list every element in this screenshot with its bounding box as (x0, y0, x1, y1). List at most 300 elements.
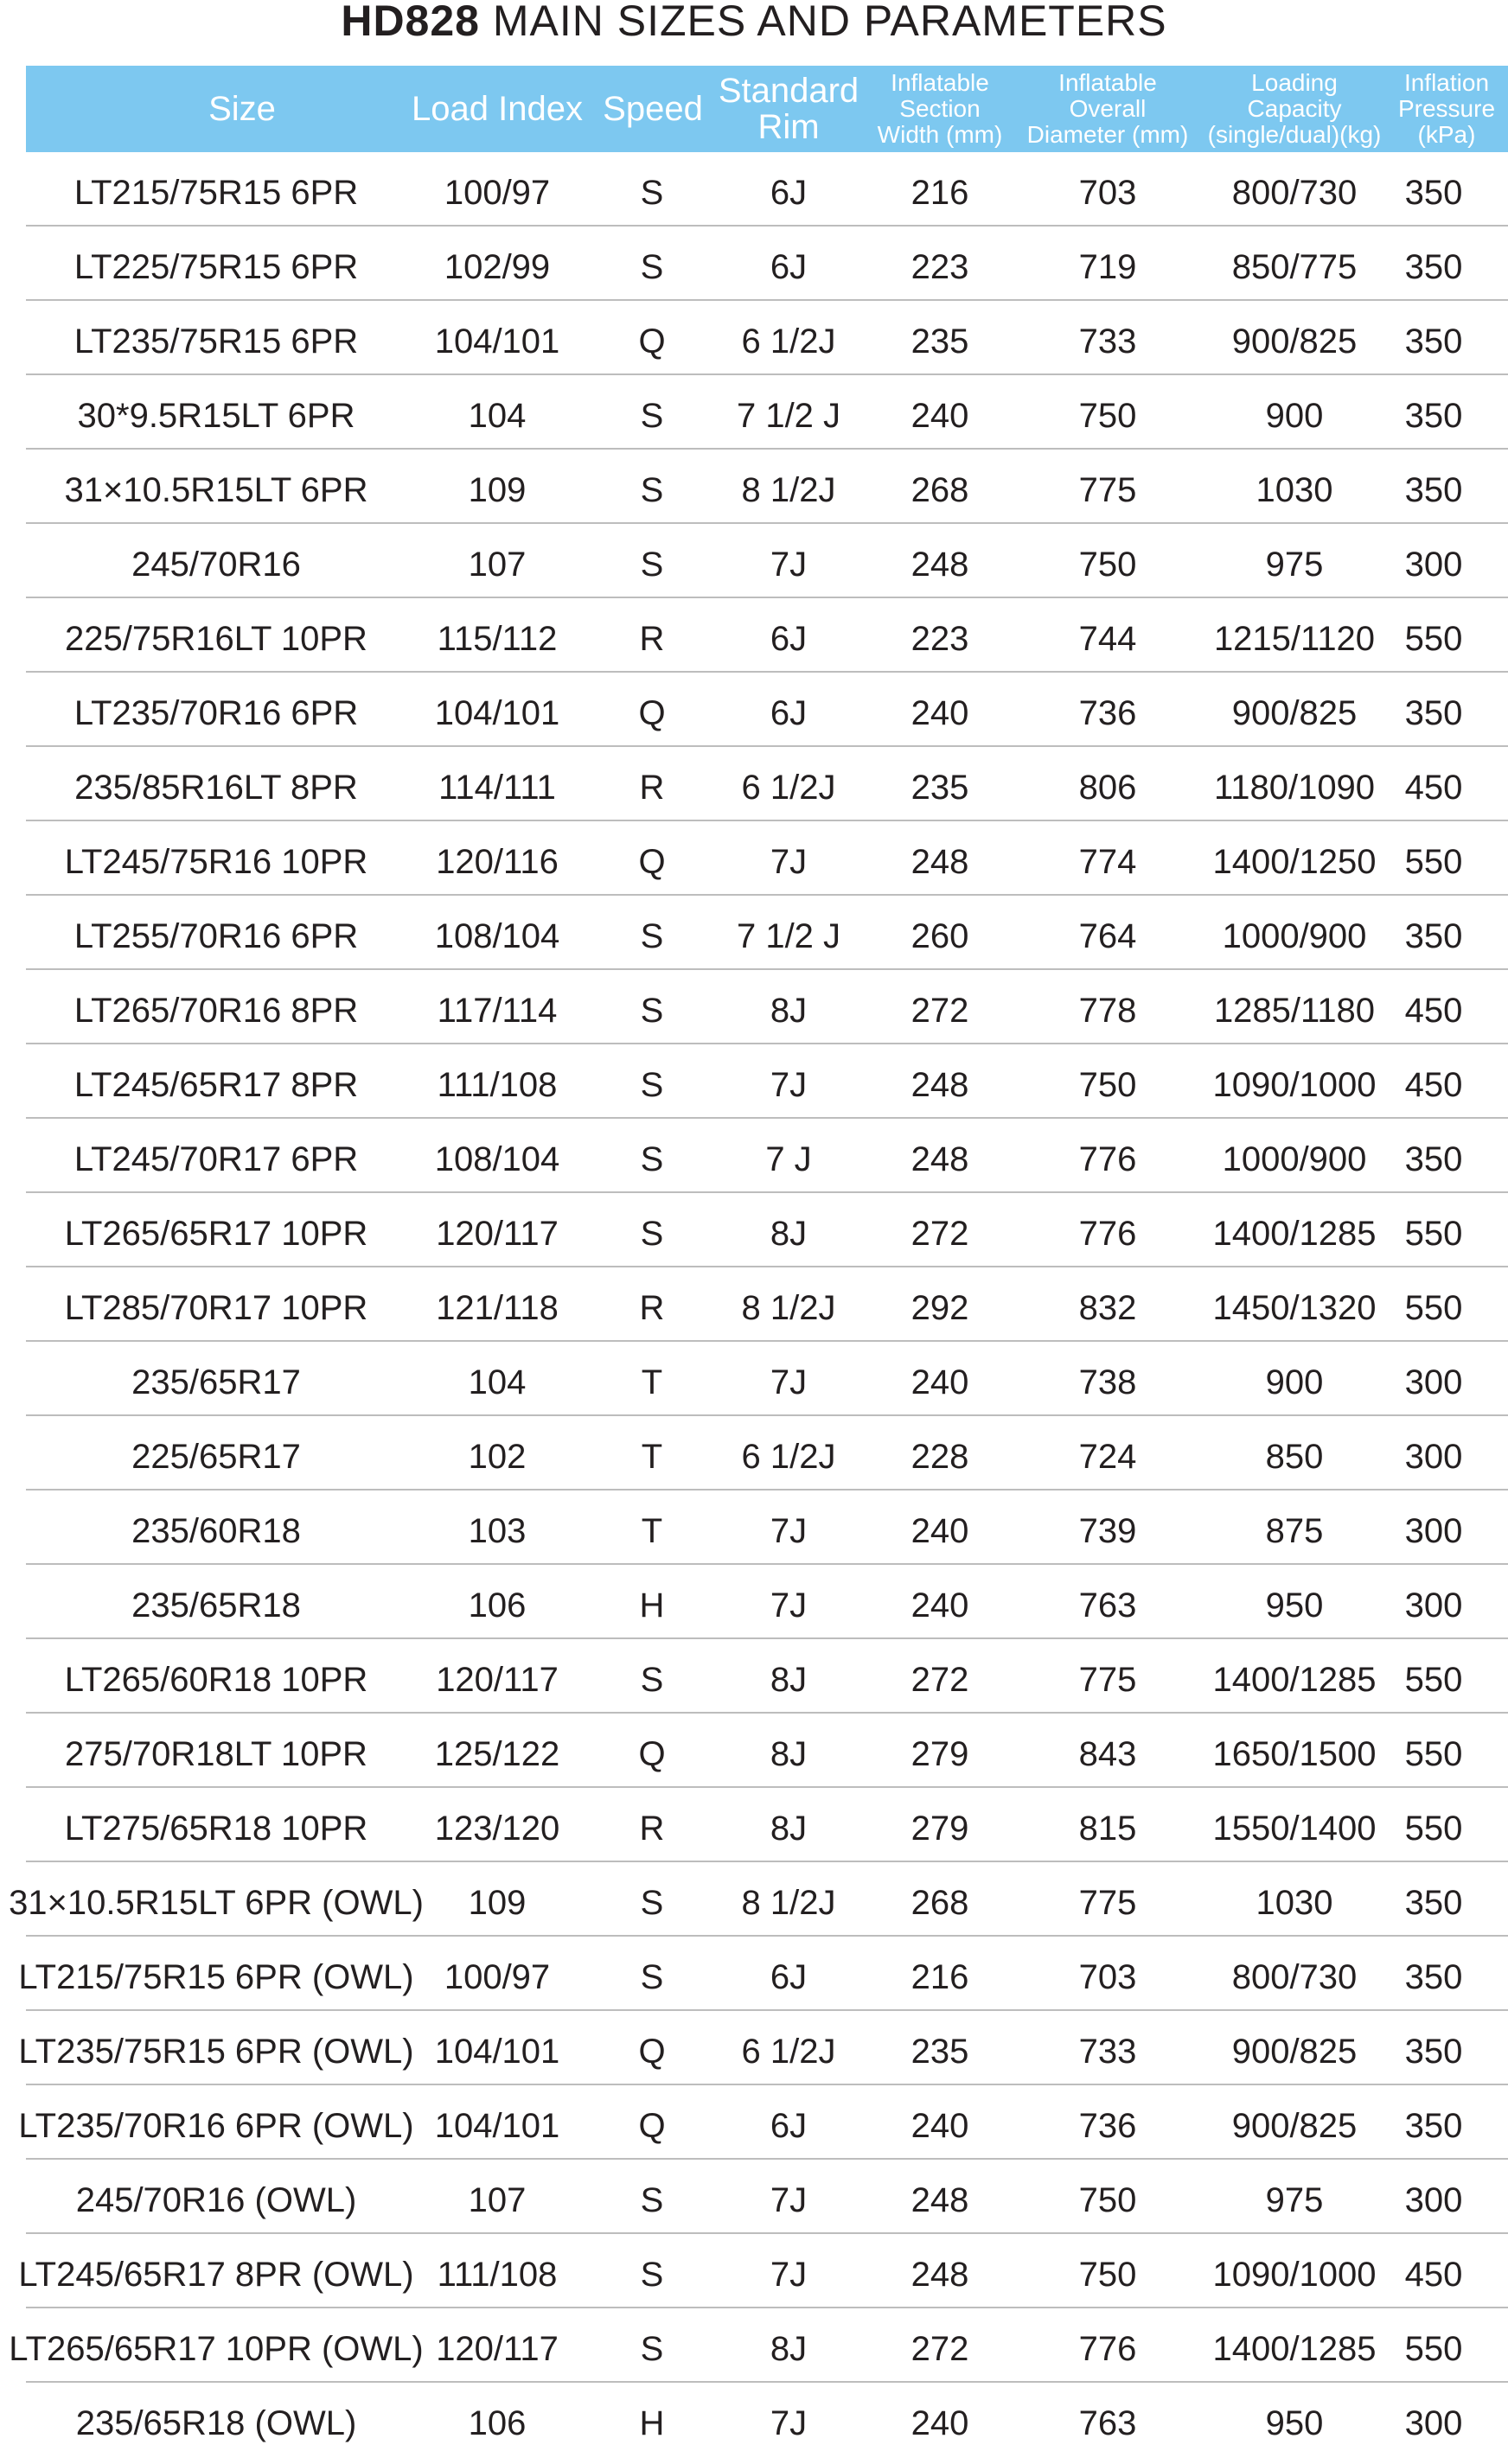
header-dia-line3: Diameter (mm) (1026, 121, 1189, 148)
cell-size: 245/70R16 (131, 546, 301, 584)
header-size-label: Size (208, 90, 276, 128)
table-row (26, 598, 1508, 673)
cell-load-index: 120/117 (436, 1661, 559, 1699)
cell-load-index: 108/104 (434, 1140, 560, 1178)
cell-load-index: 117/114 (437, 992, 558, 1030)
cell-section-width: 260 (911, 917, 969, 955)
cell-load-index: 100/97 (444, 174, 551, 212)
cell-size: LT265/60R18 10PR (64, 1661, 368, 1699)
cell-overall-diameter: 719 (1078, 248, 1137, 286)
cell-inflation-pressure: 450 (1404, 992, 1463, 1030)
cell-overall-diameter: 750 (1078, 1066, 1137, 1104)
cell-loading-capacity: 1090/1000 (1212, 2256, 1377, 2294)
cell-size: 235/85R16LT 8PR (74, 769, 358, 807)
cell-rim: 6J (770, 248, 808, 286)
table-row (26, 1714, 1508, 1788)
cell-size: 235/65R18 (131, 1586, 301, 1625)
cell-rim: 6 1/2J (741, 769, 836, 807)
cell-size: 235/60R18 (131, 1512, 301, 1550)
cell-inflation-pressure: 550 (1404, 2330, 1463, 2368)
cell-rim: 7J (770, 2256, 808, 2294)
cell-inflation-pressure: 350 (1404, 1958, 1463, 1996)
cell-overall-diameter: 750 (1078, 546, 1137, 584)
cell-load-index: 111/108 (437, 1066, 558, 1104)
cell-section-width: 235 (911, 2033, 969, 2071)
cell-inflation-pressure: 350 (1404, 1140, 1463, 1178)
cell-overall-diameter: 750 (1078, 397, 1137, 435)
cell-load-index: 104 (468, 1363, 527, 1401)
cell-load-index: 120/116 (436, 843, 559, 881)
cell-size: 31×10.5R15LT 6PR (64, 471, 368, 509)
cell-inflation-pressure: 550 (1404, 843, 1463, 881)
cell-speed: R (639, 769, 665, 807)
cell-section-width: 228 (911, 1438, 969, 1476)
cell-rim: 6J (770, 694, 808, 732)
cell-rim: 8J (770, 1735, 808, 1773)
cell-loading-capacity: 900 (1265, 1363, 1324, 1401)
cell-overall-diameter: 776 (1078, 1215, 1137, 1253)
table-row (9, 1862, 1508, 1937)
cell-speed: S (640, 546, 664, 584)
cell-section-width: 279 (911, 1735, 969, 1773)
cell-size: 225/65R17 (131, 1438, 301, 1476)
header-load-index-label: Load Index (412, 90, 583, 128)
cell-overall-diameter: 778 (1078, 992, 1137, 1030)
cell-loading-capacity: 1450/1320 (1212, 1289, 1377, 1327)
cell-overall-diameter: 724 (1078, 1438, 1137, 1476)
cell-rim: 6 1/2J (741, 322, 836, 361)
cell-loading-capacity: 1400/1285 (1212, 1661, 1377, 1699)
cell-overall-diameter: 843 (1078, 1735, 1137, 1773)
cell-overall-diameter: 738 (1078, 1363, 1137, 1401)
header-cap-line3: (single/dual)(kg) (1207, 121, 1382, 148)
table-row (26, 1565, 1508, 1639)
cell-speed: Q (638, 322, 666, 361)
cell-inflation-pressure: 300 (1404, 1363, 1463, 1401)
cell-load-index: 106 (468, 1586, 527, 1625)
cell-inflation-pressure: 350 (1404, 322, 1463, 361)
table-row (26, 1416, 1508, 1491)
cell-overall-diameter: 774 (1078, 843, 1137, 881)
header-dia-line1: Inflatable (1058, 69, 1157, 96)
cell-load-index: 104/101 (434, 694, 560, 732)
cell-inflation-pressure: 550 (1404, 1289, 1463, 1327)
table-header (26, 66, 1508, 152)
cell-size: LT235/75R15 6PR (OWL) (18, 2033, 414, 2071)
cell-size: 225/75R16LT 10PR (65, 620, 367, 658)
cell-speed: T (641, 1438, 663, 1476)
cell-overall-diameter: 806 (1078, 769, 1137, 807)
cell-size: 235/65R18 (OWL) (75, 2404, 357, 2442)
table-row (18, 2011, 1508, 2085)
header-speed-label: Speed (603, 90, 703, 128)
cell-section-width: 240 (911, 2404, 969, 2442)
cell-rim: 8J (770, 1215, 808, 1253)
cell-overall-diameter: 763 (1078, 2404, 1137, 2442)
cell-section-width: 248 (911, 2256, 969, 2294)
cell-rim: 8J (770, 992, 808, 1030)
cell-speed: S (640, 2181, 664, 2219)
cell-speed: S (640, 1958, 664, 1996)
cell-size: LT235/70R16 6PR (OWL) (18, 2107, 414, 2145)
cell-load-index: 104/101 (434, 2033, 560, 2071)
cell-speed: Q (638, 2107, 666, 2145)
cell-overall-diameter: 736 (1078, 2107, 1137, 2145)
cell-load-index: 104/101 (434, 2107, 560, 2145)
cell-section-width: 240 (911, 694, 969, 732)
cell-loading-capacity: 1215/1120 (1213, 620, 1376, 658)
cell-size: LT245/65R17 8PR (OWL) (18, 2256, 414, 2294)
header-pres-line1: Inflation (1403, 69, 1490, 96)
cell-section-width: 216 (911, 1958, 969, 1996)
header-width-line1: Inflatable (891, 69, 989, 96)
cell-load-index: 106 (468, 2404, 527, 2442)
cell-loading-capacity: 900/825 (1231, 2033, 1358, 2071)
cell-rim: 6 1/2J (741, 2033, 836, 2071)
cell-size: 235/65R17 (131, 1363, 301, 1401)
cell-speed: S (640, 2256, 664, 2294)
cell-size: LT255/70R16 6PR (73, 917, 359, 955)
cell-section-width: 216 (911, 174, 969, 212)
cell-speed: S (640, 2330, 664, 2368)
cell-loading-capacity: 1400/1250 (1212, 843, 1377, 881)
cell-load-index: 120/117 (436, 1215, 559, 1253)
cell-loading-capacity: 1550/1400 (1212, 1810, 1377, 1848)
header-rim-line1: Standard (718, 72, 859, 110)
header-standard-rim (718, 66, 859, 152)
cell-overall-diameter: 744 (1078, 620, 1137, 658)
cell-section-width: 235 (911, 322, 969, 361)
cell-load-index: 102/99 (444, 248, 551, 286)
cell-section-width: 272 (911, 1215, 969, 1253)
cell-size: LT265/65R17 10PR (OWL) (9, 2330, 424, 2368)
cell-load-index: 107 (468, 2181, 527, 2219)
table-row (26, 375, 1508, 450)
cell-rim: 7 1/2 J (736, 397, 841, 435)
cell-size: LT245/75R16 10PR (64, 843, 368, 881)
cell-overall-diameter: 736 (1078, 694, 1137, 732)
cell-speed: T (641, 1363, 663, 1401)
header-section-width (871, 66, 1009, 152)
cell-inflation-pressure: 300 (1404, 1586, 1463, 1625)
cell-inflation-pressure: 450 (1404, 2256, 1463, 2294)
cell-size: LT285/70R17 10PR (64, 1289, 368, 1327)
header-cap-line2: Capacity (1247, 95, 1342, 122)
header-cap-line1: Loading (1251, 69, 1338, 96)
cell-load-index: 121/118 (436, 1289, 559, 1327)
cell-load-index: 114/111 (438, 769, 556, 807)
cell-speed: S (640, 1661, 664, 1699)
cell-inflation-pressure: 350 (1404, 174, 1463, 212)
cell-size: LT235/70R16 6PR (73, 694, 359, 732)
cell-size: LT275/65R18 10PR (64, 1810, 368, 1848)
cell-loading-capacity: 800/730 (1231, 174, 1358, 212)
table-row (26, 821, 1508, 896)
cell-size: LT215/75R15 6PR (73, 174, 359, 212)
cell-overall-diameter: 739 (1078, 1512, 1137, 1550)
cell-section-width: 248 (911, 546, 969, 584)
cell-overall-diameter: 776 (1078, 2330, 1137, 2368)
cell-section-width: 268 (911, 471, 969, 509)
cell-size: LT265/65R17 10PR (64, 1215, 368, 1253)
cell-size: LT225/75R15 6PR (73, 248, 359, 286)
cell-rim: 6J (770, 1958, 808, 1996)
cell-size: LT245/70R17 6PR (73, 1140, 359, 1178)
cell-overall-diameter: 775 (1078, 1661, 1137, 1699)
cell-loading-capacity: 850 (1265, 1438, 1324, 1476)
cell-load-index: 108/104 (434, 917, 560, 955)
cell-size: LT245/65R17 8PR (73, 1066, 359, 1104)
cell-rim: 7J (770, 1363, 808, 1401)
cell-inflation-pressure: 550 (1404, 1661, 1463, 1699)
cell-overall-diameter: 815 (1078, 1810, 1137, 1848)
cell-load-index: 100/97 (444, 1958, 551, 1996)
table-row (26, 524, 1508, 598)
cell-loading-capacity: 1650/1500 (1212, 1735, 1377, 1773)
cell-inflation-pressure: 550 (1404, 620, 1463, 658)
cell-speed: S (640, 917, 664, 955)
cell-inflation-pressure: 550 (1404, 1810, 1463, 1848)
cell-section-width: 279 (911, 1810, 969, 1848)
cell-loading-capacity: 950 (1265, 1586, 1324, 1625)
cell-section-width: 272 (911, 1661, 969, 1699)
cell-loading-capacity: 975 (1265, 2181, 1324, 2219)
table-row (26, 747, 1508, 821)
cell-loading-capacity: 1400/1285 (1212, 1215, 1377, 1253)
cell-overall-diameter: 703 (1078, 174, 1137, 212)
header-width-line3: Width (mm) (877, 121, 1003, 148)
cell-speed: Q (638, 2033, 666, 2071)
cell-load-index: 103 (468, 1512, 527, 1550)
table-row (26, 1044, 1508, 1119)
table-body (0, 152, 1508, 2455)
cell-inflation-pressure: 300 (1404, 2404, 1463, 2442)
table-row (26, 673, 1508, 747)
cell-rim: 7J (770, 1586, 808, 1625)
cell-loading-capacity: 1180/1090 (1213, 769, 1376, 807)
cell-inflation-pressure: 350 (1404, 2033, 1463, 2071)
cell-inflation-pressure: 300 (1404, 1438, 1463, 1476)
cell-speed: R (639, 1810, 665, 1848)
cell-rim: 8 1/2J (741, 471, 836, 509)
cell-overall-diameter: 775 (1078, 1884, 1137, 1922)
cell-loading-capacity: 1000/900 (1222, 917, 1367, 955)
header-pres-line3: (kPa) (1417, 121, 1476, 148)
table-row (26, 2160, 1508, 2234)
table-row (18, 1937, 1508, 2011)
model-name: HD828 (341, 0, 480, 45)
cell-rim: 6 1/2J (741, 1438, 836, 1476)
cell-section-width: 272 (911, 2330, 969, 2368)
table-row (18, 2234, 1508, 2308)
cell-overall-diameter: 750 (1078, 2181, 1137, 2219)
cell-loading-capacity: 800/730 (1231, 1958, 1358, 1996)
cell-speed: T (641, 1512, 663, 1550)
cell-loading-capacity: 900/825 (1231, 322, 1358, 361)
cell-rim: 7J (770, 1512, 808, 1550)
cell-speed: S (640, 1066, 664, 1104)
cell-section-width: 248 (911, 1066, 969, 1104)
header-speed (597, 66, 709, 152)
cell-load-index: 111/108 (437, 2256, 558, 2294)
cell-rim: 6J (770, 2107, 808, 2145)
cell-rim: 7J (770, 843, 808, 881)
cell-speed: S (640, 174, 664, 212)
table-row (26, 896, 1508, 970)
table-row (26, 1639, 1508, 1714)
cell-speed: Q (638, 843, 666, 881)
cell-inflation-pressure: 450 (1404, 769, 1463, 807)
cell-inflation-pressure: 350 (1404, 694, 1463, 732)
table-row (26, 970, 1508, 1044)
cell-overall-diameter: 763 (1078, 1586, 1137, 1625)
cell-loading-capacity: 1030 (1256, 1884, 1333, 1922)
cell-rim: 8J (770, 1810, 808, 1848)
table-row (9, 2308, 1508, 2383)
cell-speed: R (639, 1289, 665, 1327)
cell-section-width: 248 (911, 1140, 969, 1178)
cell-inflation-pressure: 550 (1404, 1215, 1463, 1253)
cell-rim: 7J (770, 2181, 808, 2219)
cell-inflation-pressure: 350 (1404, 248, 1463, 286)
cell-section-width: 240 (911, 2107, 969, 2145)
table-row (26, 1193, 1508, 1267)
cell-speed: S (640, 248, 664, 286)
cell-section-width: 268 (911, 1884, 969, 1922)
cell-inflation-pressure: 300 (1404, 2181, 1463, 2219)
cell-rim: 7J (770, 546, 808, 584)
cell-loading-capacity: 850/775 (1231, 248, 1358, 286)
cell-section-width: 248 (911, 843, 969, 881)
header-dia-line2: Overall (1069, 95, 1147, 122)
cell-rim: 7J (770, 1066, 808, 1104)
cell-loading-capacity: 1090/1000 (1212, 1066, 1377, 1104)
cell-loading-capacity: 1000/900 (1222, 1140, 1367, 1178)
cell-overall-diameter: 703 (1078, 1958, 1137, 1996)
cell-load-index: 107 (468, 546, 527, 584)
cell-size: LT265/70R16 8PR (73, 992, 359, 1030)
table-row (26, 2383, 1508, 2455)
cell-load-index: 104 (468, 397, 527, 435)
cell-size: 245/70R16 (OWL) (75, 2181, 357, 2219)
table-row (26, 1342, 1508, 1416)
header-size (173, 66, 311, 152)
cell-inflation-pressure: 350 (1404, 397, 1463, 435)
header-inflation-pressure (1390, 66, 1503, 152)
table-row (18, 2085, 1508, 2160)
cell-loading-capacity: 900/825 (1231, 694, 1358, 732)
cell-inflation-pressure: 350 (1404, 917, 1463, 955)
cell-load-index: 115/112 (437, 620, 558, 658)
table-row (26, 450, 1508, 524)
cell-overall-diameter: 832 (1078, 1289, 1137, 1327)
cell-load-index: 104/101 (434, 322, 560, 361)
cell-loading-capacity: 900 (1265, 397, 1324, 435)
cell-section-width: 223 (911, 620, 969, 658)
title-text: MAIN SIZES AND PARAMETERS (479, 0, 1167, 45)
cell-section-width: 272 (911, 992, 969, 1030)
table-row (26, 1788, 1508, 1862)
cell-rim: 6J (770, 174, 808, 212)
cell-section-width: 292 (911, 1289, 969, 1327)
cell-inflation-pressure: 350 (1404, 2107, 1463, 2145)
cell-inflation-pressure: 550 (1404, 1735, 1463, 1773)
cell-loading-capacity: 1400/1285 (1212, 2330, 1377, 2368)
cell-size: 31×10.5R15LT 6PR (OWL) (9, 1884, 424, 1922)
cell-load-index: 109 (468, 471, 527, 509)
cell-speed: S (640, 1140, 664, 1178)
cell-loading-capacity: 975 (1265, 546, 1324, 584)
cell-rim: 8J (770, 2330, 808, 2368)
cell-overall-diameter: 776 (1078, 1140, 1137, 1178)
page-title (0, 0, 1508, 43)
cell-speed: S (640, 992, 664, 1030)
cell-loading-capacity: 900/825 (1231, 2107, 1358, 2145)
cell-rim: 6J (770, 620, 808, 658)
header-load-index (412, 66, 583, 152)
cell-load-index: 109 (468, 1884, 527, 1922)
cell-size: LT215/75R15 6PR (OWL) (18, 1958, 414, 1996)
cell-load-index: 102 (468, 1438, 527, 1476)
cell-load-index: 123/120 (434, 1810, 560, 1848)
cell-size: 30*9.5R15LT 6PR (77, 397, 355, 435)
cell-speed: Q (638, 1735, 666, 1773)
cell-loading-capacity: 1285/1180 (1213, 992, 1376, 1030)
cell-section-width: 240 (911, 1363, 969, 1401)
header-loading-capacity (1204, 66, 1385, 152)
cell-inflation-pressure: 300 (1404, 1512, 1463, 1550)
cell-inflation-pressure: 300 (1404, 546, 1463, 584)
cell-loading-capacity: 875 (1265, 1512, 1324, 1550)
cell-inflation-pressure: 450 (1404, 1066, 1463, 1104)
header-pres-line2: Pressure (1397, 95, 1496, 122)
table-row (26, 301, 1508, 375)
cell-speed: Q (638, 694, 666, 732)
cell-section-width: 240 (911, 397, 969, 435)
cell-speed: H (639, 1586, 665, 1625)
table-row (26, 1491, 1508, 1565)
table-row (26, 1119, 1508, 1193)
cell-loading-capacity: 1030 (1256, 471, 1333, 509)
header-overall-diameter (1021, 66, 1194, 152)
table-row (26, 1267, 1508, 1342)
cell-size: LT235/75R15 6PR (73, 322, 359, 361)
cell-rim: 8 1/2J (741, 1289, 836, 1327)
cell-section-width: 235 (911, 769, 969, 807)
cell-section-width: 240 (911, 1586, 969, 1625)
cell-rim: 8J (770, 1661, 808, 1699)
cell-rim: 7J (770, 2404, 808, 2442)
cell-load-index: 120/117 (436, 2330, 559, 2368)
cell-section-width: 248 (911, 2181, 969, 2219)
cell-speed: R (639, 620, 665, 658)
cell-inflation-pressure: 350 (1404, 1884, 1463, 1922)
cell-inflation-pressure: 350 (1404, 471, 1463, 509)
cell-overall-diameter: 733 (1078, 322, 1137, 361)
cell-size: 275/70R18LT 10PR (65, 1735, 367, 1773)
cell-speed: S (640, 1884, 664, 1922)
cell-overall-diameter: 775 (1078, 471, 1137, 509)
header-width-line2: Section (899, 95, 981, 122)
cell-load-index: 125/122 (434, 1735, 560, 1773)
cell-rim: 7 1/2 J (736, 917, 841, 955)
cell-speed: S (640, 1215, 664, 1253)
cell-section-width: 223 (911, 248, 969, 286)
cell-overall-diameter: 764 (1078, 917, 1137, 955)
table-row (26, 227, 1508, 301)
cell-overall-diameter: 733 (1078, 2033, 1137, 2071)
header-rim-line2: Rim (757, 108, 820, 146)
